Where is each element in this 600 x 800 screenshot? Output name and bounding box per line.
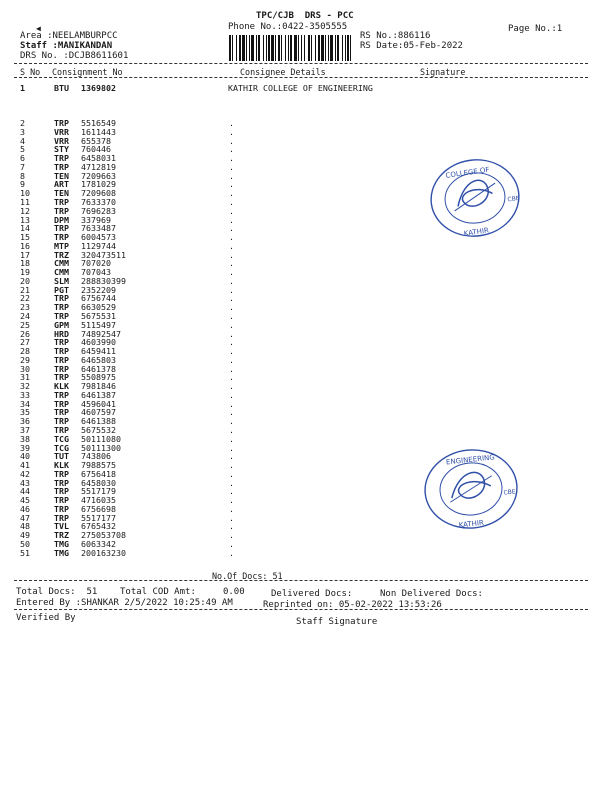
row-number: 7988575 xyxy=(81,460,116,470)
barcode-bar xyxy=(308,35,310,61)
barcode-bar xyxy=(345,35,346,61)
row-dot: . xyxy=(229,477,234,488)
row-number: 320473511 xyxy=(81,249,126,260)
row-prefix: TCG xyxy=(54,433,69,444)
row-number: 4607597 xyxy=(81,407,116,418)
barcode-bar xyxy=(251,35,254,61)
row-prefix: TRP xyxy=(54,503,69,514)
row-sno: 14 xyxy=(20,223,30,234)
svg-text:CBE: CBE xyxy=(507,194,521,204)
row-prefix: TRP xyxy=(54,302,69,313)
row-number: 50111080 xyxy=(81,433,121,444)
row-sno: 46 xyxy=(20,503,30,514)
entered-by: Entered By :SHANKAR 2/5/2022 10:25:49 AM xyxy=(16,598,233,608)
row-dot: . xyxy=(229,240,234,251)
row-prefix: CMM xyxy=(54,258,69,269)
column-header-sno: S No xyxy=(20,67,41,77)
row-dot: . xyxy=(229,135,234,146)
row-number: 50111300 xyxy=(81,442,121,453)
barcode-bar xyxy=(268,35,270,61)
row-number: 6756698 xyxy=(81,503,116,514)
row-sno: 15 xyxy=(20,232,30,242)
row-dot: . xyxy=(229,267,234,278)
row-sno: 32 xyxy=(20,381,30,392)
barcode-bar xyxy=(298,35,299,61)
row-prefix: TRP xyxy=(54,223,69,234)
row-sno: 10 xyxy=(20,188,30,199)
row-sno: 34 xyxy=(20,398,30,409)
row-dot: . xyxy=(229,293,234,304)
row-dot: . xyxy=(229,451,234,462)
row-number: 5508975 xyxy=(81,372,116,383)
barcode-bar xyxy=(318,35,320,61)
row-dot: . xyxy=(229,398,234,409)
row-dot: . xyxy=(229,460,234,470)
row-number: 275053708 xyxy=(81,530,126,541)
barcode-bar xyxy=(229,35,231,61)
row-number: 6465803 xyxy=(81,354,116,365)
row-prefix: TCG xyxy=(54,442,69,453)
row-sno: 11 xyxy=(20,196,30,207)
drs-number: DRS No. :DCJB8611601 xyxy=(20,51,129,61)
row-dot: . xyxy=(229,468,234,479)
barcode-bar xyxy=(294,35,297,61)
barcode-bar xyxy=(321,35,324,61)
row-dot: . xyxy=(229,503,234,514)
row-dot: . xyxy=(229,486,234,497)
row-number: 6756418 xyxy=(81,468,116,479)
staff-signature: Staff Signature xyxy=(296,617,378,627)
row-dot: . xyxy=(229,407,234,418)
row-sno: 17 xyxy=(20,249,30,260)
row-dot: . xyxy=(229,275,234,286)
row-sno: 51 xyxy=(20,547,30,558)
row-dot: . xyxy=(229,433,234,444)
non-delivered-docs: Non Delivered Docs: xyxy=(380,589,483,599)
barcode-bar xyxy=(290,35,292,61)
barcode-bar xyxy=(301,35,302,61)
verified-by: Verified By xyxy=(16,613,76,623)
barcode-bar xyxy=(246,35,247,61)
footer-rule-top xyxy=(14,580,588,581)
header-rule-bottom xyxy=(14,77,588,78)
row-number: 4596041 xyxy=(81,398,116,409)
row-number: 6461387 xyxy=(81,389,116,400)
row-sno: 12 xyxy=(20,205,30,216)
row-sno: 29 xyxy=(20,354,30,365)
row-prefix: TRP xyxy=(54,346,69,356)
row-prefix: TRP xyxy=(54,424,69,435)
row-dot: . xyxy=(229,258,234,269)
row-dot: . xyxy=(229,170,234,181)
row-sno: 21 xyxy=(20,284,30,295)
barcode-bar xyxy=(342,35,343,61)
college-seal-stamp xyxy=(427,156,523,240)
row-prefix: TRP xyxy=(54,372,69,383)
row-prefix: TRP xyxy=(54,337,69,348)
row-prefix: TMG xyxy=(54,547,69,558)
row-number: 5516549 xyxy=(81,118,116,128)
row-sno: 22 xyxy=(20,293,30,304)
row-number: 4712819 xyxy=(81,161,116,172)
row-number: 707020 xyxy=(81,258,111,269)
row-number: 2352209 xyxy=(81,284,116,295)
row-number: 5517177 xyxy=(81,512,116,523)
row-sno: 33 xyxy=(20,389,30,400)
row-prefix: TRP xyxy=(54,310,69,321)
row-sno: 39 xyxy=(20,442,30,453)
row-number: 7633487 xyxy=(81,223,116,234)
row-sno: 16 xyxy=(20,240,30,251)
table-row xyxy=(0,549,600,558)
row-prefix: TUT xyxy=(54,451,69,462)
row-sno: 40 xyxy=(20,451,30,462)
row-prefix: SLM xyxy=(54,275,69,286)
barcode-bar xyxy=(337,35,339,61)
svg-text:ENGINEERING: ENGINEERING xyxy=(445,453,496,467)
table-row-first xyxy=(0,84,600,93)
row-sno: 49 xyxy=(20,530,30,541)
row-dot: . xyxy=(229,521,234,532)
row-dot: . xyxy=(229,118,234,128)
row-sno: 30 xyxy=(20,363,30,374)
row-prefix: TMG xyxy=(54,539,69,549)
barcode xyxy=(229,35,351,61)
row-dot: . xyxy=(229,539,234,549)
row-number: 743806 xyxy=(81,451,111,462)
row-dot: . xyxy=(229,416,234,427)
rs-number: RS No.:886116 xyxy=(360,31,431,41)
row-prefix: VRR xyxy=(54,126,69,137)
row-sno: 27 xyxy=(20,337,30,348)
row-prefix: ART xyxy=(54,179,69,190)
barcode-bar xyxy=(242,35,245,61)
barcode-bar xyxy=(335,35,336,61)
row-sno: 36 xyxy=(20,416,30,427)
row-dot: . xyxy=(229,424,234,435)
barcode-bar xyxy=(275,35,276,61)
row-number: 1781029 xyxy=(81,179,116,190)
rs-date: RS Date:05-Feb-2022 xyxy=(360,41,463,51)
barcode-bar xyxy=(328,35,329,61)
row-number: 200163230 xyxy=(81,547,126,558)
svg-text:KATHIR: KATHIR xyxy=(458,518,485,530)
svg-text:COLLEGE OF: COLLEGE OF xyxy=(445,165,490,180)
row-sno: 8 xyxy=(20,170,25,181)
row-prefix: TRP xyxy=(54,363,69,374)
row-prefix: TRZ xyxy=(54,249,69,260)
row-sno: 42 xyxy=(20,468,30,479)
row-number: 6459411 xyxy=(81,346,116,356)
row-number: 288830399 xyxy=(81,275,126,286)
row-dot: . xyxy=(229,328,234,339)
row-prefix: TRP xyxy=(54,161,69,172)
row-number: 7696283 xyxy=(81,205,116,216)
row-prefix: TRZ xyxy=(54,530,69,541)
row-prefix: STY xyxy=(54,144,69,155)
row-number: 5517179 xyxy=(81,486,116,497)
row-number: 6063342 xyxy=(81,539,116,549)
row-prefix: TRP xyxy=(54,118,69,128)
row-dot: . xyxy=(229,188,234,199)
row-dot: . xyxy=(229,547,234,558)
row-sno: 5 xyxy=(20,144,25,155)
barcode-bar xyxy=(285,35,286,61)
row-dot: . xyxy=(229,319,234,330)
row-prefix: TRP xyxy=(54,468,69,479)
barcode-bar xyxy=(278,35,280,61)
delivered-docs: Delivered Docs: xyxy=(271,589,353,599)
row-sno: 7 xyxy=(20,161,25,172)
barcode-bar xyxy=(347,35,349,61)
row-sno: 44 xyxy=(20,486,30,497)
barcode-bar xyxy=(325,35,326,61)
row-dot: . xyxy=(229,126,234,137)
row-sno: 6 xyxy=(20,153,25,164)
row-number: 6461378 xyxy=(81,363,116,374)
row-dot: . xyxy=(229,442,234,453)
column-header-signature: Signature xyxy=(420,67,466,77)
column-header-consignee: Consignee Details xyxy=(240,67,326,77)
row-sno: 3 xyxy=(20,126,25,137)
row-dot: . xyxy=(229,144,234,155)
row-number: 7209663 xyxy=(81,170,116,181)
row-sno: 9 xyxy=(20,179,25,190)
row-sno: 41 xyxy=(20,460,30,470)
footer-rule-bottom xyxy=(14,609,588,610)
row-number: 7633370 xyxy=(81,196,116,207)
row-number: 5675532 xyxy=(81,424,116,435)
row-dot: . xyxy=(229,179,234,190)
row-prefix: KLK xyxy=(54,460,69,470)
row-prefix: KLK xyxy=(54,381,69,392)
college-seal-stamp-2 xyxy=(421,446,521,532)
row-number: 6458030 xyxy=(81,477,116,488)
row-sno: 13 xyxy=(20,214,30,225)
row-prefix: TRP xyxy=(54,495,69,506)
row-number: 74892547 xyxy=(81,328,121,339)
row-sno: 37 xyxy=(20,424,30,435)
barcode-bar xyxy=(304,35,305,61)
reprinted-on: Reprinted on: 05-02-2022 13:53:26 xyxy=(263,600,442,610)
row-dot: . xyxy=(229,389,234,400)
barcode-bar xyxy=(271,35,274,61)
row-sno: 24 xyxy=(20,310,30,321)
row-prefix: MTP xyxy=(54,240,69,251)
row-sno: 43 xyxy=(20,477,30,488)
row-prefix: TRP xyxy=(54,293,69,304)
row-sno: 18 xyxy=(20,258,30,269)
row-prefix: TRP xyxy=(54,354,69,365)
speaker-icon: ◀ xyxy=(36,24,41,33)
row-dot: . xyxy=(229,284,234,295)
area-label: Area :NEELAMBURPCC xyxy=(20,31,118,41)
barcode-bar xyxy=(249,35,250,61)
row-prefix: TRP xyxy=(54,512,69,523)
row-sno: 2 xyxy=(20,118,25,128)
row-dot: . xyxy=(229,223,234,234)
row-prefix: TRP xyxy=(54,232,69,242)
barcode-bar xyxy=(236,35,237,61)
row-prefix: VRR xyxy=(54,135,69,146)
row-number: 1369802 xyxy=(81,83,116,93)
row-prefix: CMM xyxy=(54,267,69,278)
row-prefix: DPM xyxy=(54,214,69,225)
row-prefix: TRP xyxy=(54,153,69,164)
row-dot: . xyxy=(229,381,234,392)
row-sno: 48 xyxy=(20,521,30,532)
row-number: 6458031 xyxy=(81,153,116,164)
no-of-docs: No.Of Docs: 51 xyxy=(212,571,283,581)
row-sno: 50 xyxy=(20,539,30,549)
total-docs: Total Docs: 51 xyxy=(16,587,98,597)
svg-text:CBE: CBE xyxy=(503,488,517,497)
row-prefix: TVL xyxy=(54,521,69,532)
barcode-bar xyxy=(315,35,316,61)
row-sno: 23 xyxy=(20,302,30,313)
row-prefix: HRD xyxy=(54,328,69,339)
barcode-bar xyxy=(311,35,312,61)
row-number: 5675531 xyxy=(81,310,116,321)
page-number: Page No.:1 xyxy=(508,24,563,34)
barcode-bar xyxy=(239,35,241,61)
row-dot: . xyxy=(229,530,234,541)
row-number: 4603990 xyxy=(81,337,116,348)
row-dot: . xyxy=(229,161,234,172)
total-cod-amount: Total COD Amt: 0.00 xyxy=(120,587,245,597)
row-number: 6004573 xyxy=(81,232,116,242)
row-prefix: BTU xyxy=(54,83,69,93)
barcode-bar xyxy=(350,35,351,61)
row-sno: 26 xyxy=(20,328,30,339)
row-prefix: TRP xyxy=(54,416,69,427)
row-dot: . xyxy=(229,196,234,207)
row-sno: 28 xyxy=(20,346,30,356)
row-prefix: TRP xyxy=(54,205,69,216)
row-prefix: TRP xyxy=(54,477,69,488)
row-number: 655378 xyxy=(81,135,111,146)
row-sno: 38 xyxy=(20,433,30,444)
row-dot: . xyxy=(229,232,234,242)
row-number: 4716035 xyxy=(81,495,116,506)
barcode-bar xyxy=(232,35,233,61)
row-number: 5115497 xyxy=(81,319,116,330)
row-prefix: TRP xyxy=(54,196,69,207)
barcode-bar xyxy=(281,35,282,61)
row-number: 337969 xyxy=(81,214,111,225)
row-prefix: PGT xyxy=(54,284,69,295)
header-rule-top xyxy=(14,63,588,64)
barcode-bar xyxy=(330,35,333,61)
row-sno: 19 xyxy=(20,267,30,278)
svg-text:KATHIR: KATHIR xyxy=(463,226,490,238)
row-prefix: TRP xyxy=(54,398,69,409)
document-title: TPC/CJB DRS - PCC xyxy=(256,11,354,21)
row-number: 760446 xyxy=(81,144,111,155)
row-dot: . xyxy=(229,363,234,374)
row-number: 707043 xyxy=(81,267,111,278)
barcode-bar xyxy=(258,35,260,61)
row-number: 7209608 xyxy=(81,188,116,199)
row-sno: 4 xyxy=(20,135,25,146)
row-dot: . xyxy=(229,346,234,356)
row-dot: . xyxy=(229,372,234,383)
barcode-bar xyxy=(256,35,257,61)
row-number: 7981846 xyxy=(81,381,116,392)
staff-label: Staff :MANIKANDAN xyxy=(20,41,113,51)
row-prefix: TEN xyxy=(54,188,69,199)
row-dot: . xyxy=(229,337,234,348)
column-header-consignment: Consignment No xyxy=(52,67,123,77)
row-dot: . xyxy=(229,153,234,164)
row-dot: . xyxy=(229,512,234,523)
row-sno: 1 xyxy=(20,83,25,93)
row-number: 6756744 xyxy=(81,293,116,304)
row-sno: 20 xyxy=(20,275,30,286)
row-dot: . xyxy=(229,310,234,321)
row-consignee: KATHIR COLLEGE OF ENGINEERING xyxy=(228,83,373,93)
row-dot: . xyxy=(229,214,234,225)
phone-number: Phone No.:0422-3505555 xyxy=(228,22,348,32)
row-sno: 45 xyxy=(20,495,30,506)
row-sno: 31 xyxy=(20,372,30,383)
row-number: 6765432 xyxy=(81,521,116,532)
row-number: 6630529 xyxy=(81,302,116,313)
row-prefix: TRP xyxy=(54,389,69,400)
barcode-bar xyxy=(266,35,267,61)
row-prefix: TRP xyxy=(54,407,69,418)
row-prefix: GPM xyxy=(54,319,69,330)
row-dot: . xyxy=(229,354,234,365)
row-dot: . xyxy=(229,302,234,313)
row-number: 1129744 xyxy=(81,240,116,251)
row-sno: 35 xyxy=(20,407,30,418)
row-sno: 25 xyxy=(20,319,30,330)
barcode-bar xyxy=(263,35,264,61)
row-prefix: TEN xyxy=(54,170,69,181)
row-sno: 47 xyxy=(20,512,30,523)
row-dot: . xyxy=(229,249,234,260)
row-number: 1611443 xyxy=(81,126,116,137)
row-dot: . xyxy=(229,495,234,506)
row-prefix: TRP xyxy=(54,486,69,497)
barcode-bar xyxy=(288,35,289,61)
row-dot: . xyxy=(229,205,234,216)
row-number: 6461388 xyxy=(81,416,116,427)
